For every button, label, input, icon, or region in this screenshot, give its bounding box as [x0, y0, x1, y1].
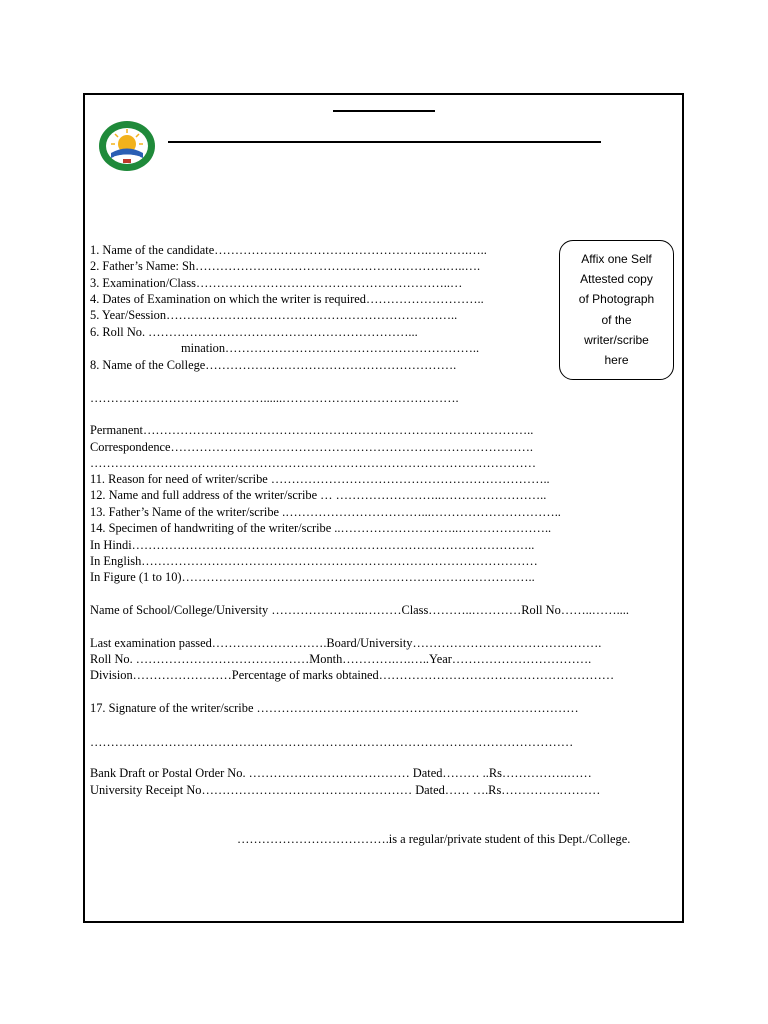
- field-exam-dates: 4. Dates of Examination on which the writer is required………………………..: [90, 292, 484, 306]
- field-bank-draft: Bank Draft or Postal Order No. ………………………………… Dated……… ..Rs…………….……: [90, 766, 592, 780]
- field-college-name: 8. Name of the College…………………………………………………….: [90, 358, 457, 372]
- photo-box-line: here: [604, 353, 629, 368]
- field-scribe-name-address: 12. Name and full address of the writer/scribe … ……………………..……………………..: [90, 488, 547, 502]
- field-examination-class: 3. Examination/Class……………………………………………………..…: [90, 276, 463, 290]
- photo-box-line: Affix one Self: [581, 252, 652, 266]
- field-regular-student-statement: ……………………………….is a regular/private student of this Dept./College.: [237, 832, 631, 846]
- field-roll-no: 6. Roll No. ………………………………………………………...: [90, 325, 418, 339]
- field-year-session: 5. Year/Session……………………………………………………………..: [90, 308, 458, 322]
- photo-placeholder-box: [559, 240, 674, 380]
- field-last-exam-board: Last examination passed……………………….Board/University……………………………………….: [90, 636, 602, 650]
- field-father-name: 2. Father’s Name: Sh…………………………………………………….…..….: [90, 259, 481, 273]
- field-scribe-signature: 17. Signature of the writer/scribe ……………………………………………………………………: [90, 701, 579, 715]
- photo-box-line: of the: [601, 312, 632, 327]
- field-roll-month-year: Roll No. ……………………………………Month………….….…..Year…………………………….: [90, 652, 592, 666]
- field-in-hindi: In Hindi……………………………………………………………………………………..: [90, 538, 535, 552]
- field-division-percentage: Division……………………Percentage of marks obtained…………………………………………………: [90, 668, 615, 682]
- field-candidate-name: 1. Name of the candidate…………………………………………….……….…..: [90, 243, 487, 257]
- field-address-continued: ………………………………………………………………………………………………: [90, 456, 537, 470]
- field-correspondence-address: Correspondence…………………………………………………………………………….: [90, 440, 533, 454]
- field-scribe-father-name: 13. Father’s Name of the writer/scribe .……………………………...…………………………..: [90, 505, 561, 519]
- field-in-english: In English……………………………………………………………………………………: [90, 554, 538, 568]
- photo-box-line: of Photograph: [578, 292, 655, 307]
- field-permanent-address: Permanent…………………………………………………………………………………..: [90, 423, 534, 437]
- photo-box-line: writer/scribe: [584, 332, 649, 347]
- field-reason-for-scribe: 11. Reason for need of writer/scribe …………………………………………………………..: [90, 472, 550, 486]
- field-handwriting-specimen: 14. Specimen of handwriting of the writer/scribe ..………………………..…………………..: [90, 521, 552, 535]
- field-blank-line-2: ………………………………………………………………………………………………………: [90, 735, 574, 749]
- field-blank-line: ……………………………………......…………………………………….: [90, 391, 459, 405]
- field-university-receipt: University Receipt No…………………………………………… Dated…… ….Rs……………………: [90, 783, 601, 797]
- university-logo-icon: [98, 120, 156, 172]
- field-in-figure: In Figure (1 to 10)…………………………………………………………………………..: [90, 570, 535, 584]
- field-school-class-roll: Name of School/College/University …………………..………Class………..…………Roll No……..……....: [90, 603, 629, 617]
- field-examination-centre: mination……………………………………………………..: [181, 341, 480, 355]
- photo-box-line: Attested copy: [580, 272, 653, 287]
